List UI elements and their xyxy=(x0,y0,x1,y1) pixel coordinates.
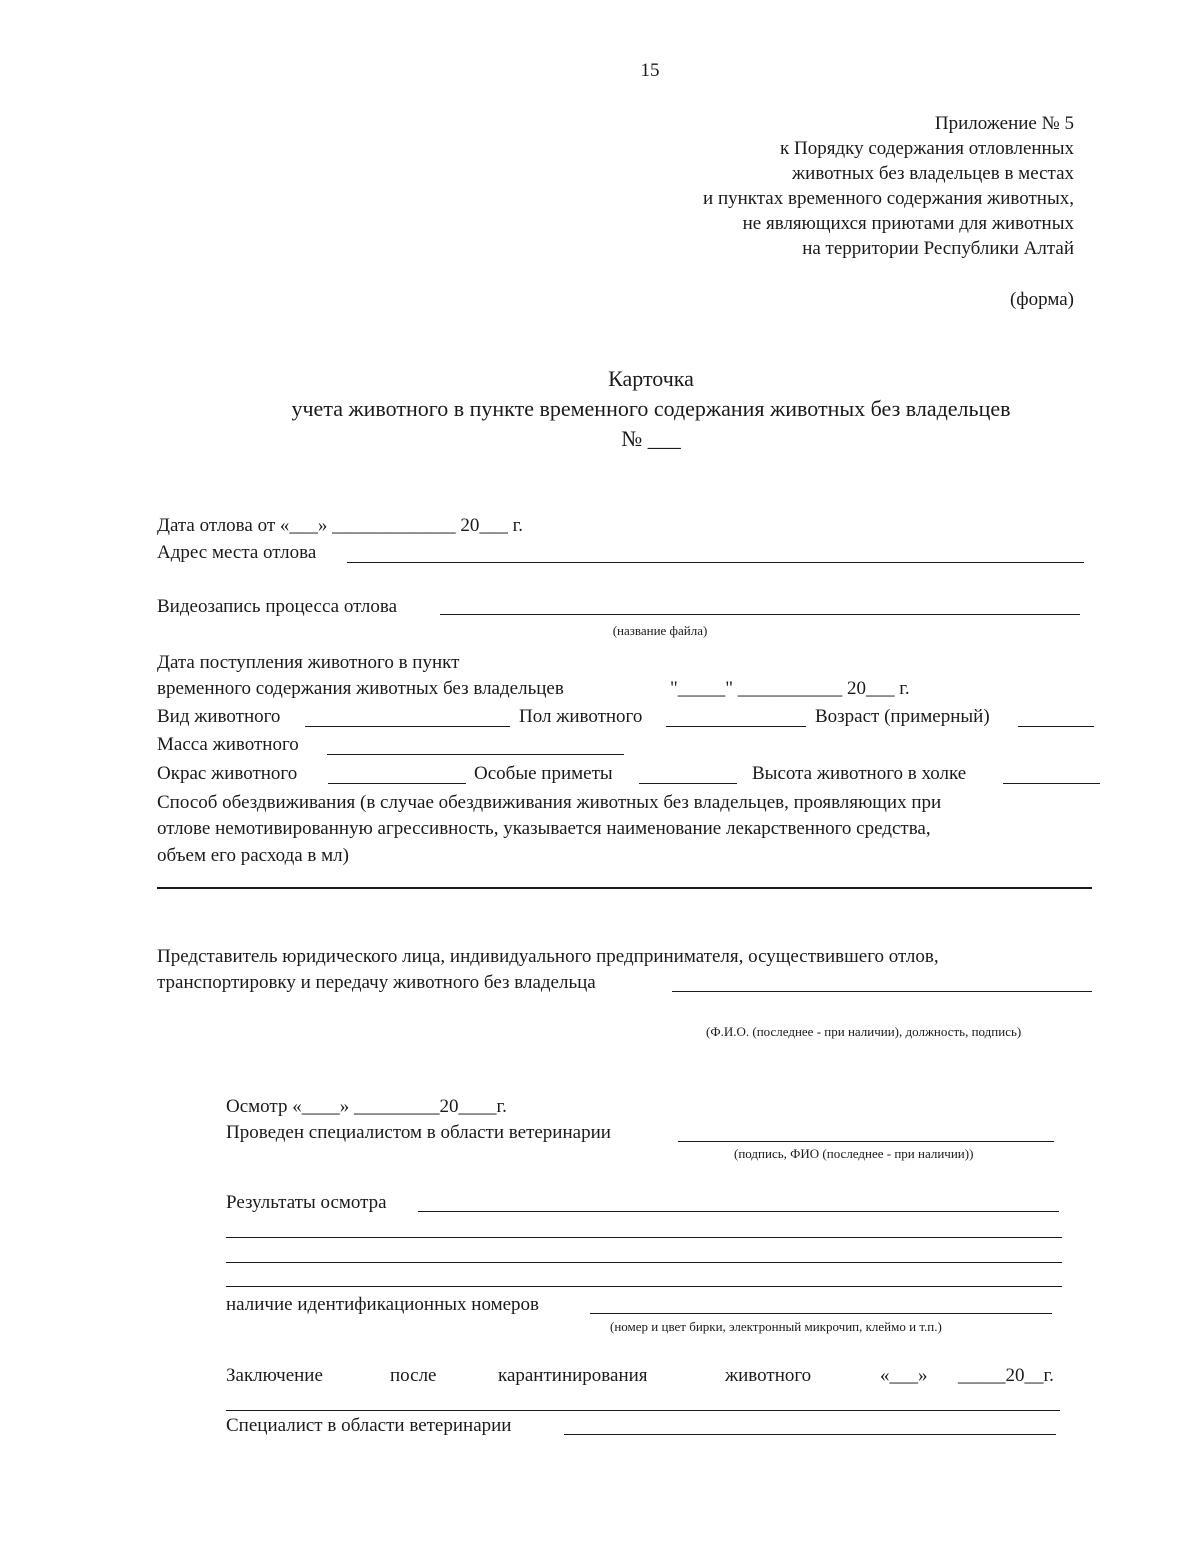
arrival-date: "_____" ___________ 20___ г. xyxy=(670,678,910,699)
conclusion-date: _____20__г. xyxy=(958,1365,1054,1386)
species-line[interactable] xyxy=(305,726,510,727)
representative-text: транспортировку и передачу животного без владельца xyxy=(157,972,596,993)
ids-label: наличие идентификационных номеров xyxy=(226,1294,540,1315)
conclusion-word: животного xyxy=(725,1365,812,1386)
appendix-line: не являющихся приютами для животных xyxy=(742,213,1074,234)
immobilization-text: отлове немотивированную агрессивность, указывается наименование лекарственного средства, xyxy=(157,818,931,839)
weight-label: Масса животного xyxy=(157,734,299,755)
age-label: Возраст (примерный) xyxy=(815,706,990,727)
specialist-line[interactable] xyxy=(678,1141,1054,1142)
video-line[interactable] xyxy=(440,614,1080,615)
vet-specialist-line[interactable] xyxy=(564,1434,1056,1435)
video-hint: (название файла) xyxy=(612,623,708,638)
ids-hint: (номер и цвет бирки, электронный микрочип, клеймо и т.п.) xyxy=(610,1319,942,1334)
specialist-hint: (подпись, ФИО (последнее - при наличии)) xyxy=(734,1146,974,1161)
arrival-label: Дата поступления животного в пункт xyxy=(157,652,460,673)
color-line[interactable] xyxy=(328,783,466,784)
species-label: Вид животного xyxy=(157,706,281,727)
appendix-line: животных без владельцев в местах xyxy=(792,163,1074,184)
conclusion-word: после xyxy=(390,1365,437,1386)
conclusion-word: Заключение xyxy=(226,1365,323,1386)
sex-line[interactable] xyxy=(666,726,806,727)
immobilization-text: объем его расхода в мл) xyxy=(157,845,349,866)
title-line: Карточка xyxy=(608,366,694,391)
ids-line[interactable] xyxy=(590,1313,1052,1314)
appendix-line: к Порядку содержания отловленных xyxy=(780,138,1074,159)
capture-address-line[interactable] xyxy=(347,562,1084,563)
age-line[interactable] xyxy=(1018,726,1094,727)
appendix-line: на территории Республики Алтай xyxy=(802,238,1074,259)
representative-line[interactable] xyxy=(672,991,1092,992)
immobilization-text: Способ обездвиживания (в случае обездвиживания животных без владельцев, проявляющих при xyxy=(157,792,942,813)
conclusion-date: «___» xyxy=(880,1365,928,1386)
vet-specialist-label: Специалист в области ветеринарии xyxy=(226,1415,512,1436)
marks-label: Особые приметы xyxy=(474,763,613,784)
appendix-line: Приложение № 5 xyxy=(934,113,1074,134)
conclusion-word: карантинирования xyxy=(498,1365,648,1386)
sex-label: Пол животного xyxy=(519,706,643,727)
representative-hint: (Ф.И.О. (последнее - при наличии), должность, подпись) xyxy=(706,1024,1022,1039)
card-number: № ___ xyxy=(621,426,681,451)
height-label: Высота животного в холке xyxy=(752,763,967,784)
immobilization-line[interactable] xyxy=(157,887,1092,889)
marks-line[interactable] xyxy=(639,783,737,784)
results-line[interactable] xyxy=(418,1211,1059,1212)
form-note: (форма) xyxy=(1009,289,1074,310)
page-number: 15 xyxy=(640,60,660,81)
arrival-label: временного содержания животных без владельцев xyxy=(157,678,564,699)
video-label: Видеозапись процесса отлова xyxy=(157,596,398,617)
conclusion-line[interactable] xyxy=(226,1410,1060,1411)
results-line[interactable] xyxy=(226,1237,1062,1238)
weight-line[interactable] xyxy=(327,754,624,755)
representative-text: Представитель юридического лица, индивидуального предпринимателя, осуществившего отлов, xyxy=(157,946,939,967)
capture-address-label: Адрес места отлова xyxy=(157,542,317,563)
specialist-label: Проведен специалистом в области ветеринарии xyxy=(226,1122,611,1143)
appendix-line: и пунктах временного содержания животных, xyxy=(703,188,1074,209)
results-line[interactable] xyxy=(226,1262,1062,1263)
color-label: Окрас животного xyxy=(157,763,298,784)
inspection-date: Осмотр «____» _________20____г. xyxy=(226,1096,507,1117)
capture-date: Дата отлова от «___» _____________ 20___ г. xyxy=(157,515,524,536)
results-label: Результаты осмотра xyxy=(226,1192,387,1213)
title-subline: учета животного в пункте временного содержания животных без владельцев xyxy=(291,396,1011,421)
height-line[interactable] xyxy=(1003,783,1100,784)
results-line[interactable] xyxy=(226,1286,1062,1287)
